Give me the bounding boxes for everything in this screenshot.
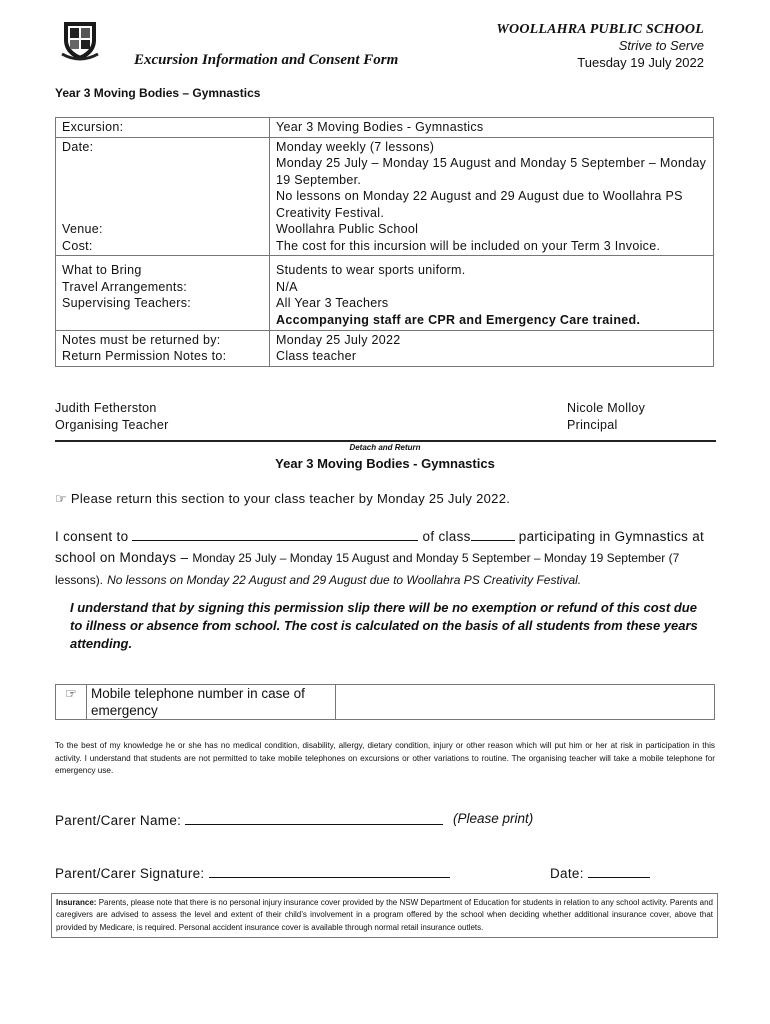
principal-block — [567, 400, 645, 434]
table-row — [56, 118, 714, 138]
excursion-info-table — [55, 117, 714, 367]
venue-label: Venue: — [62, 222, 103, 236]
parent-name-field[interactable] — [185, 811, 443, 825]
table-row — [56, 256, 714, 331]
detach-divider — [55, 440, 716, 442]
class-field[interactable] — [471, 527, 515, 541]
supervising-label: Supervising Teachers: — [62, 296, 192, 310]
notes-returned-value: Monday 25 July 2022 — [276, 332, 401, 347]
return-instruction — [55, 491, 510, 507]
principal-role: Principal — [567, 418, 618, 432]
emergency-phone-table — [55, 684, 715, 720]
detach-label: Detach and Return — [349, 443, 421, 452]
supervising-value: All Year 3 Teachers — [276, 296, 389, 310]
consent-prefix: I consent to — [55, 529, 129, 544]
organising-teacher-block — [55, 400, 169, 434]
consent-no-lessons: No lessons on Monday 22 August and 29 August due to Woollahra PS Creativity Festival. — [107, 573, 582, 587]
consent-lessons: lessons). — [55, 573, 104, 587]
parent-signature-field[interactable] — [209, 864, 450, 878]
what-to-bring-value: Students to wear sports uniform. — [276, 263, 466, 277]
date-line: Monday weekly (7 lessons) — [276, 139, 435, 154]
what-to-bring-label: What to Bring — [62, 263, 142, 277]
phone-number-field[interactable] — [336, 685, 715, 720]
page-subtitle: Year 3 Moving Bodies – Gymnastics — [55, 86, 261, 100]
insurance-heading: Insurance: — [56, 898, 97, 907]
notes-returned-label: Notes must be returned by: — [62, 332, 221, 347]
principal-name: Nicole Molloy — [567, 401, 646, 415]
insurance-notice — [51, 893, 718, 938]
return-instruction-text: Please return this section to your class teacher by Monday 25 July 2022. — [70, 491, 511, 506]
organising-teacher-name: Judith Fetherston — [55, 401, 157, 415]
parent-name-row — [55, 811, 443, 828]
return-to-value: Class teacher — [276, 349, 357, 363]
please-print-note: (Please print) — [453, 811, 534, 826]
medical-disclaimer: To the best of my knowledge he or she has no medical condition, disability, allergy, dietary condition, injury or other reason which will put him or her at risk in participation in this activity. I understand that students are not permitted to take mobile telephones on excursions or other variations to routine. The organising teacher will take a mobile telephone for emergency use. — [55, 741, 715, 775]
table-row — [56, 685, 715, 720]
table-row — [56, 330, 714, 366]
cost-label: Cost: — [62, 238, 93, 253]
parent-name-label: Parent/Carer Name: — [55, 813, 182, 828]
supervising-note: Accompanying staff are CPR and Emergency Care trained. — [276, 312, 641, 327]
consent-of-class: of class — [422, 529, 471, 544]
parent-signature-label: Parent/Carer Signature: — [55, 866, 205, 881]
date-input-field[interactable] — [588, 864, 650, 878]
return-to-label: Return Permission Notes to: — [62, 349, 227, 363]
date-line: 19 September. — [276, 172, 362, 187]
consent-participating: participating in Gymnastics at — [518, 529, 705, 544]
school-crest-icon — [58, 18, 102, 62]
detach-title: Year 3 Moving Bodies - Gymnastics — [275, 456, 495, 471]
date-line: No lessons on Monday 22 August and 29 August due to Woollahra PS — [276, 189, 683, 203]
no-refund-statement: I understand that by signing this permission slip there will be no exemption or refund of this cost due to illness or absence from school. The cost is calculated on the basis of all students from these years attending. — [70, 600, 698, 651]
organising-teacher-role: Organising Teacher — [55, 418, 169, 432]
date-line: Monday 25 July – Monday 15 August and Monday 5 September – Monday — [276, 156, 707, 170]
date-line: Creativity Festival. — [276, 205, 385, 220]
school-motto: Strive to Serve — [618, 38, 704, 53]
header-date: Tuesday 19 July 2022 — [577, 55, 704, 70]
form-title: Excursion Information and Consent Form — [134, 52, 399, 68]
student-name-field[interactable] — [132, 527, 418, 541]
table-row — [56, 137, 714, 256]
pointing-hand-icon: ☞ — [55, 491, 67, 506]
consent-dates: Monday 25 July – Monday 15 August and Monday 5 September – Monday 19 September (7 — [192, 551, 680, 565]
travel-label: Travel Arrangements: — [62, 279, 188, 294]
consent-statement — [55, 526, 717, 591]
phone-label-cont: emergency — [91, 703, 158, 718]
excursion-label: Excursion: — [56, 118, 270, 138]
insurance-text: Parents, please note that there is no personal injury insurance cover provided by the NSW Department of Education for students in relation to any school activity. Parents and caregivers are advised to assess the level and extent of their child’s involvement in a program offered by the school when deciding whether additional insurance cover, above that provided by Medicare, is required. Personal accident insurance cover is available through normal retail insurance outlets. — [56, 898, 713, 932]
parent-signature-row — [55, 864, 450, 881]
date-row — [550, 864, 650, 881]
phone-label: Mobile telephone number in case of — [91, 686, 305, 701]
consent-school-on: school on Mondays – — [55, 550, 189, 565]
pointing-hand-icon: ☞ — [56, 685, 87, 720]
cost-value: The cost for this incursion will be included on your Term 3 Invoice. — [276, 238, 661, 253]
school-name: WOOLLAHRA PUBLIC SCHOOL — [496, 22, 704, 37]
date-label: Date: — [62, 139, 94, 154]
venue-value: Woollahra Public School — [276, 222, 419, 236]
date-label: Date: — [550, 866, 584, 881]
excursion-value: Year 3 Moving Bodies - Gymnastics — [270, 118, 714, 138]
travel-value: N/A — [276, 279, 298, 294]
